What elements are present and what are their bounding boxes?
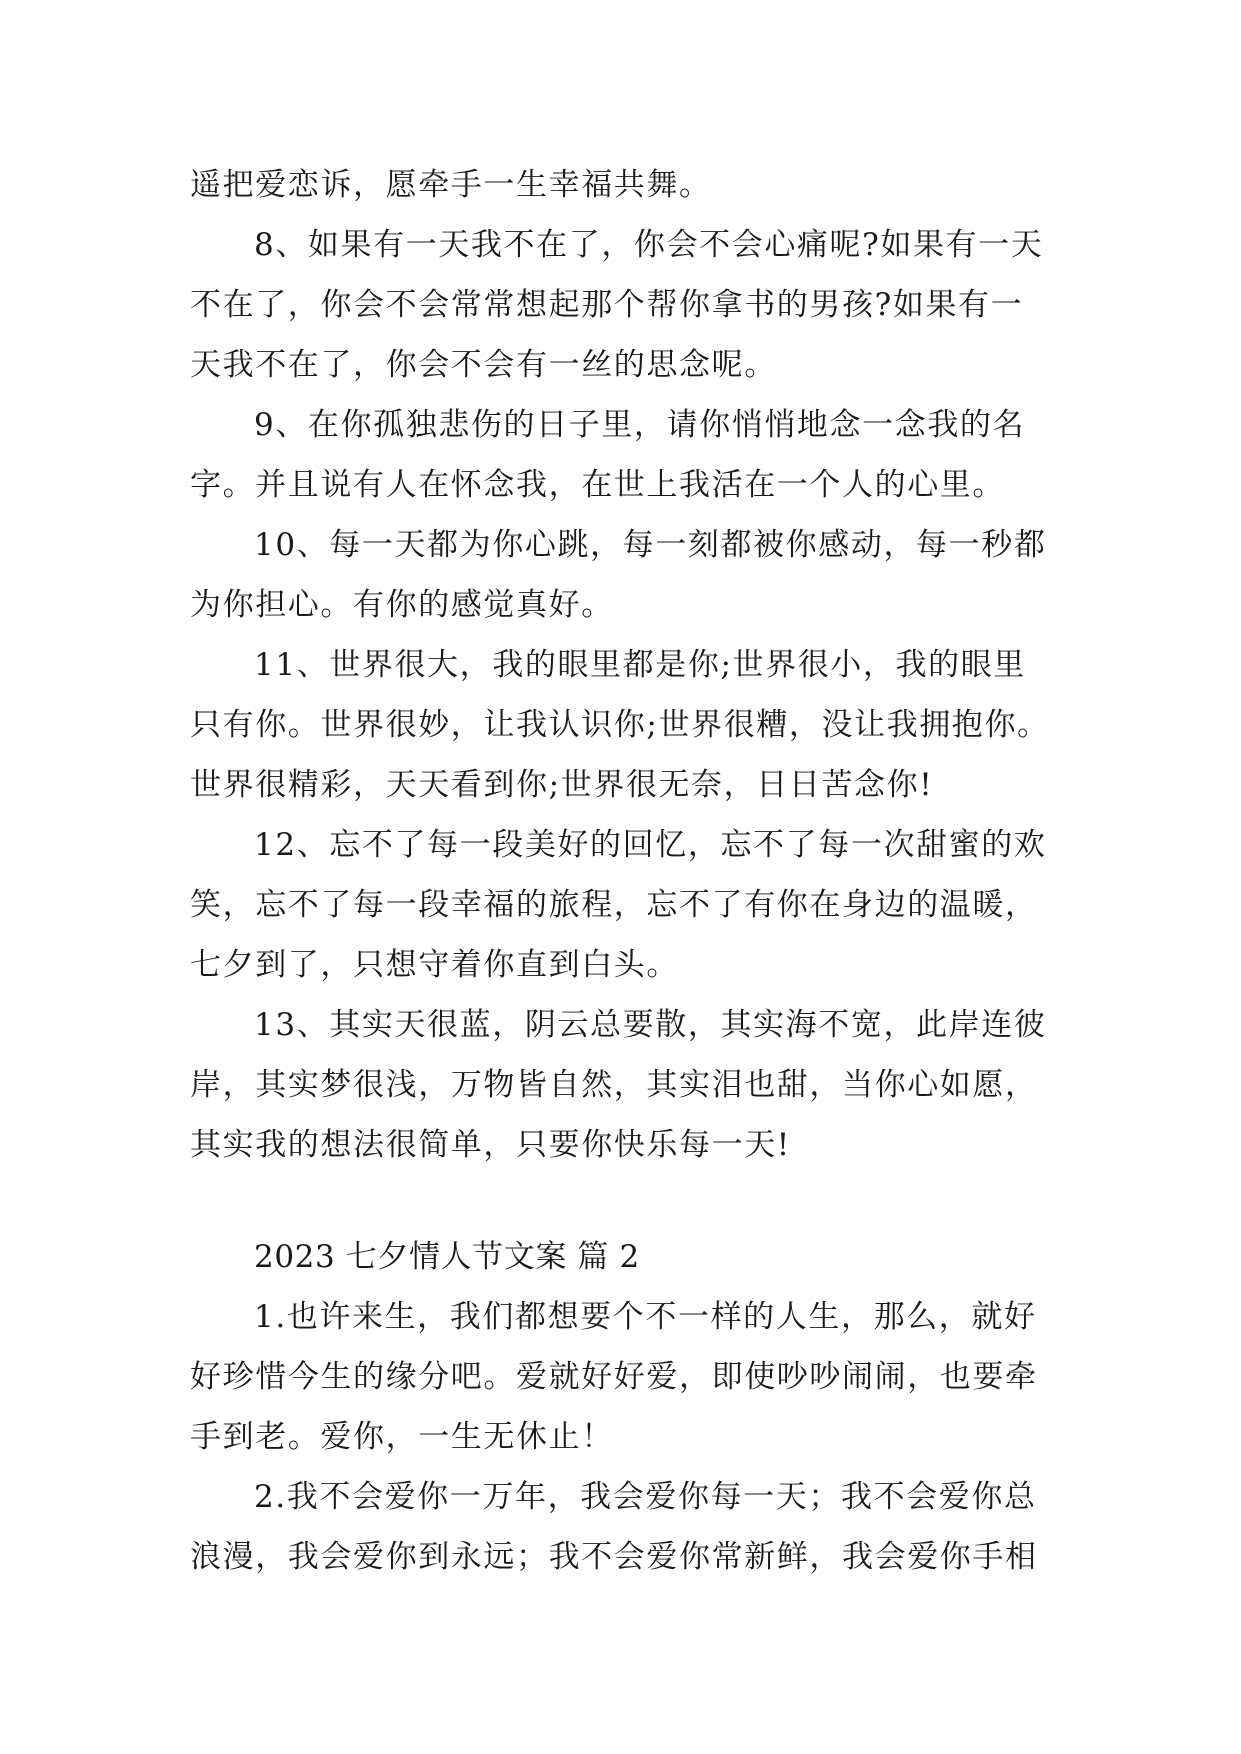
paragraph-line: 13、其实天很蓝，阴云总要散，其实海不宽，此岸连彼 (254, 1007, 1047, 1043)
paragraph-line: 天我不在了，你会不会有一丝的思念呢。 (190, 347, 777, 383)
paragraph-line: 笑，忘不了每一段幸福的旅程，忘不了有你在身边的温暖， (190, 887, 1038, 923)
paragraph-line: 9、在你孤独悲伤的日子里，请你悄悄地念一念我的名 (254, 407, 1026, 443)
paragraph-line: 浪漫，我会爱你到永远；我不会爱你常新鲜，我会爱你手相 (190, 1539, 1038, 1575)
paragraph-line: 不在了，你会不会常常想起那个帮你拿书的男孩?如果有一 (190, 287, 1024, 323)
paragraph-line: 手到老。爱你，一生无休止！ (190, 1419, 614, 1455)
paragraph-line: 好珍惜今生的缘分吧。爱就好好爱，即使吵吵闹闹，也要牵 (190, 1359, 1038, 1395)
paragraph-line: 岸，其实梦很浅，万物皆自然，其实泪也甜，当你心如愿， (190, 1067, 1038, 1103)
paragraph-line: 七夕到了，只想守着你直到白头。 (190, 947, 679, 983)
paragraph-line: 12、忘不了每一段美好的回忆，忘不了每一次甜蜜的欢 (254, 827, 1047, 863)
paragraph-line: 8、如果有一天我不在了，你会不会心痛呢?如果有一天 (254, 227, 1044, 263)
section-heading: 2023 七夕情人节文案 篇 2 (254, 1239, 640, 1275)
section-spacer (190, 1175, 1050, 1227)
paragraph-item-12 (190, 815, 1050, 995)
paragraph-line: 为你担心。有你的感觉真好。 (190, 587, 614, 623)
paragraph-item-11 (190, 635, 1050, 815)
paragraph-line: 11、世界很大，我的眼里都是你;世界很小，我的眼里 (254, 647, 1026, 683)
paragraph-item-13 (190, 995, 1050, 1175)
section-item-1 (190, 1287, 1050, 1467)
paragraph-line: 只有你。世界很妙，让我认识你;世界很糟，没让我拥抱你。 (190, 707, 1050, 743)
paragraph-line: 10、每一天都为你心跳，每一刻都被你感动，每一秒都 (254, 527, 1047, 563)
section-item-2 (190, 1467, 1050, 1587)
paragraph-item-8 (190, 215, 1050, 395)
paragraph-line: 1.也许来生，我们都想要个不一样的人生，那么，就好 (254, 1299, 1037, 1335)
document-body (190, 155, 1050, 1587)
paragraph-line: 其实我的想法很简单，只要你快乐每一天! (190, 1127, 791, 1163)
paragraph-line: 遥把爱恋诉，愿牵手一生幸福共舞。 (190, 167, 712, 203)
paragraph-line: 世界很精彩，天天看到你;世界很无奈，日日苦念你! (190, 767, 934, 803)
paragraph-line: 2.我不会爱你一万年，我会爱你每一天；我不会爱你总 (254, 1479, 1037, 1515)
paragraph-item-10 (190, 515, 1050, 635)
paragraph-line: 字。并且说有人在怀念我，在世上我活在一个人的心里。 (190, 467, 1005, 503)
paragraph-item-9 (190, 395, 1050, 515)
